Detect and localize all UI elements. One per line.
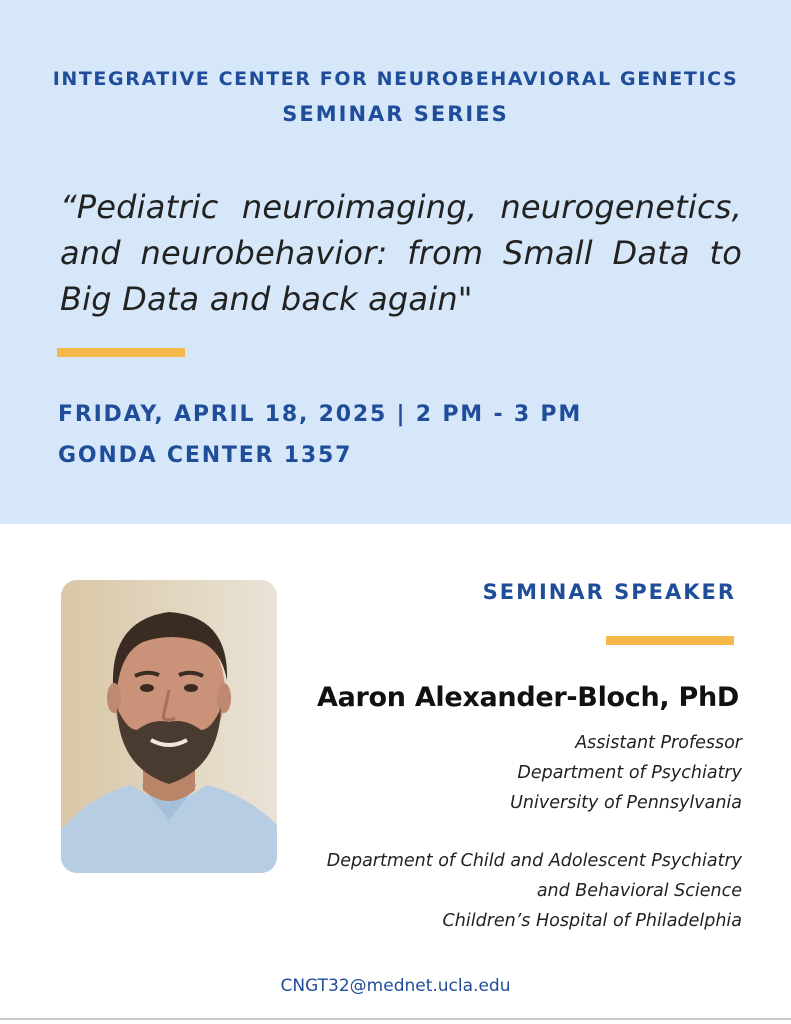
speaker-photo bbox=[61, 580, 277, 873]
speaker-affiliation-primary bbox=[510, 728, 742, 818]
speaker-position: Assistant Professor bbox=[575, 733, 742, 753]
contact-email[interactable]: CNGT32@mednet.ucla.edu bbox=[280, 976, 511, 996]
speaker-section-heading: SEMINAR SPEAKER bbox=[482, 580, 736, 604]
secondary-institution: Children’s Hospital of Philadelphia bbox=[442, 911, 742, 931]
speaker-university: University of Pennsylvania bbox=[510, 793, 742, 813]
series-name: SEMINAR SERIES bbox=[282, 102, 509, 126]
talk-title: “Pediatric neuroimaging, neurogenetics, and neurobehavior: from Small Data to Big Data and back again" bbox=[60, 188, 742, 318]
speaker-affiliation-secondary bbox=[327, 846, 742, 936]
bottom-divider bbox=[0, 1018, 791, 1020]
title-accent-bar bbox=[57, 348, 185, 357]
speaker-accent-bar bbox=[606, 636, 734, 645]
secondary-department-line-1: Department of Child and Adolescent Psychiatry bbox=[326, 851, 742, 871]
speaker-department: Department of Psychiatry bbox=[517, 763, 742, 783]
event-location: GONDA CENTER 1357 bbox=[58, 443, 353, 468]
event-date-time: FRIDAY, APRIL 18, 2025 | 2 PM - 3 PM bbox=[58, 402, 583, 427]
secondary-department-line-2: and Behavioral Science bbox=[536, 881, 742, 901]
speaker-name: Aaron Alexander-Bloch, PhD bbox=[317, 682, 739, 713]
organization-name: INTEGRATIVE CENTER FOR NEUROBEHAVIORAL GENETICS bbox=[52, 68, 739, 90]
